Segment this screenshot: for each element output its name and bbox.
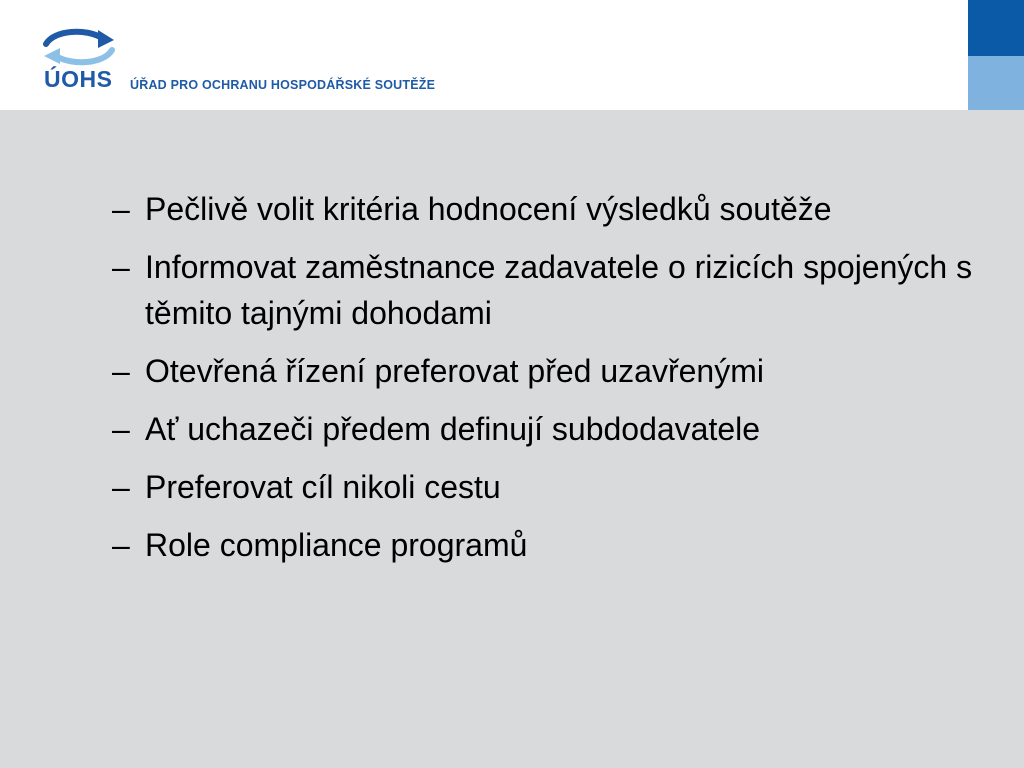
bullet-text: Pečlivě volit kritéria hodnocení výsledků soutěže: [145, 191, 832, 227]
bullet-text: Otevřená řízení preferovat před uzavřenými: [145, 353, 764, 389]
bullet-item: [112, 348, 982, 394]
corner-accent-dark: [968, 0, 1024, 56]
bullet-dash: –: [112, 411, 130, 447]
bullet-item: [112, 186, 982, 232]
bullet-dash: –: [112, 191, 130, 227]
bullet-dash: –: [112, 353, 130, 389]
bullet-dash: –: [112, 527, 130, 563]
bullet-text: Informovat zaměstnance zadavatele o rizicích spojených s těmito tajnými dohodami: [145, 249, 973, 331]
bullet-dash: –: [112, 249, 130, 285]
bullet-dash: –: [112, 469, 130, 505]
bullet-list: [112, 186, 982, 568]
header-bar: [0, 0, 968, 110]
bullet-item: [112, 406, 982, 452]
corner-accent-light: [968, 56, 1024, 110]
bullet-item: [112, 464, 982, 510]
bullet-item: [112, 244, 982, 336]
bullet-text: Ať uchazeči předem definují subdodavatele: [145, 411, 761, 447]
slide-content: [112, 186, 982, 580]
uohs-arrows-logo-icon: [42, 26, 118, 68]
office-name: ÚŘAD PRO OCHRANU HOSPODÁŘSKÉ SOUTĚŽE: [130, 78, 436, 92]
bullet-text: Role compliance programů: [145, 527, 528, 563]
logo-abbreviation: ÚOHS: [44, 66, 113, 92]
bullet-item: [112, 522, 982, 568]
bullet-text: Preferovat cíl nikoli cestu: [145, 469, 501, 505]
